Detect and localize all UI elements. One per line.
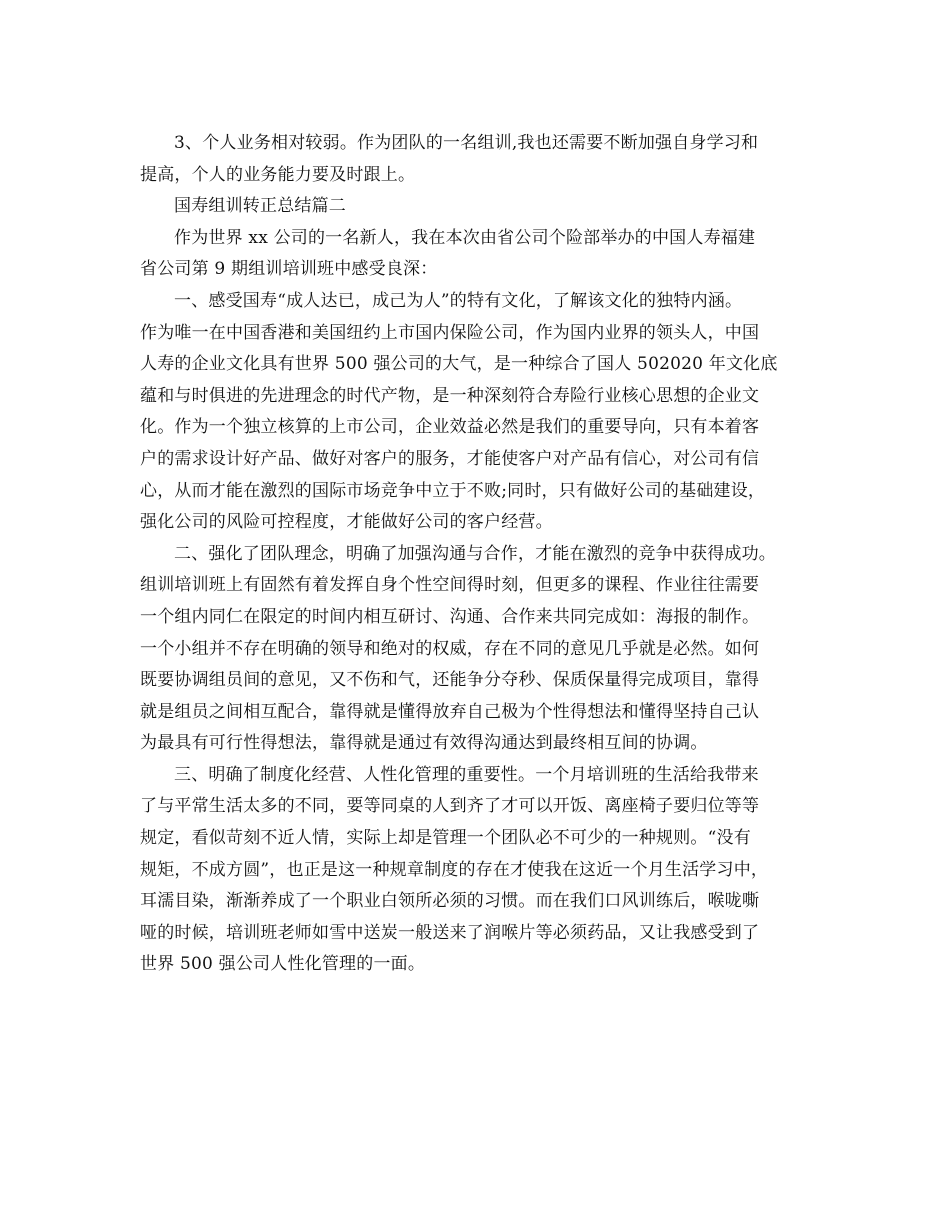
text-line: 三、明确了制度化经营、人性化管理的重要性。一个月培训班的生活给我带来 bbox=[174, 764, 759, 785]
text-line: 就是组员之间相互配合，靠得就是懂得放弃自己极为个性得想法和懂得坚持自己认 bbox=[140, 701, 760, 722]
text-line: 为最具有可行性得想法，靠得就是通过有效得沟通达到最终相互间的协调。 bbox=[140, 733, 708, 754]
text-line: 化。作为一个独立核算的上市公司，企业效益必然是我们的重要导向，只有本着客 bbox=[140, 417, 760, 438]
text-line: 组训培训班上有固然有着发挥自身个性空间得时刻，但更多的课程、作业往往需要 bbox=[140, 575, 760, 596]
text-line: 一个组内同仁在限定的时间内相互研讨、沟通、合作来共同完成如：海报的制作。 bbox=[140, 606, 760, 627]
text-line: 人寿的企业文化具有世界 500 强公司的大气，是一种综合了国人 502020 年文化底 bbox=[140, 354, 778, 375]
text-line: 心，从而才能在激烈的国际市场竞争中立于不败;同时，只有做好公司的基础建设， bbox=[140, 480, 766, 501]
text-line: 规矩，不成方圆”，也正是这一种规章制度的存在才使我在这近一个月生活学习中， bbox=[140, 859, 769, 880]
text-line: 蕴和与时俱进的先进理念的时代产物，是一种深刻符合寿险行业核心思想的企业文 bbox=[140, 385, 760, 406]
text-line: 哑的时候，培训班老师如雪中送炭一般送来了润喉片等必须药品，又让我感受到了 bbox=[140, 922, 760, 943]
text-line: 省公司第 9 期组训培训班中感受良深： bbox=[140, 259, 438, 280]
text-line: 规定，看似苛刻不近人情，实际上却是管理一个团队必不可少的一种规则。“没有 bbox=[140, 828, 751, 849]
text-line: 二、强化了团队理念，明确了加强沟通与合作，才能在激烈的竞争中获得成功。 bbox=[174, 543, 776, 564]
text-line: 一个小组并不存在明确的领导和绝对的权威，存在不同的意见几乎就是必然。如何 bbox=[140, 638, 760, 659]
document-body bbox=[140, 128, 815, 981]
text-line: 作为世界 xx 公司的一名新人，我在本次由省公司个险部举办的中国人寿福建 bbox=[174, 227, 756, 248]
text-line: 了与平常生活太多的不同，要等同桌的人到齐了才可以开饭、离座椅子要归位等等 bbox=[140, 796, 760, 817]
text-line: 3、个人业务相对较弱。作为团队的一名组训,我也还需要不断加强自身学习和 bbox=[174, 133, 759, 153]
text-line: 一、感受国寿“成人达已，成己为人”的特有文化，了解该文化的独特内涵。 bbox=[174, 290, 743, 311]
text-line: 耳濡目染，渐渐养成了一个职业白领所必须的习惯。而在我们口风训练后，喉咙嘶 bbox=[140, 891, 760, 912]
text-line: 强化公司的风险可控程度，才能做好公司的客户经营。 bbox=[140, 512, 553, 533]
text-line: 提高，个人的业务能力要及时跟上。 bbox=[140, 164, 416, 185]
text-line: 作为唯一在中国香港和美国纽约上市国内保险公司，作为国内业界的领头人，中国 bbox=[140, 322, 760, 343]
text-line: 世界 500 强公司人性化管理的一面。 bbox=[140, 954, 426, 975]
text-line: 户的需求设计好产品、做好对客户的服务，才能使客户对产品有信心，对公司有信 bbox=[140, 448, 760, 469]
section-title: 国寿组训转正总结篇二 bbox=[174, 196, 346, 217]
text-line: 既要协调组员间的意见，又不伤和气，还能争分夺秒、保质保量得完成项目，靠得 bbox=[140, 670, 760, 691]
